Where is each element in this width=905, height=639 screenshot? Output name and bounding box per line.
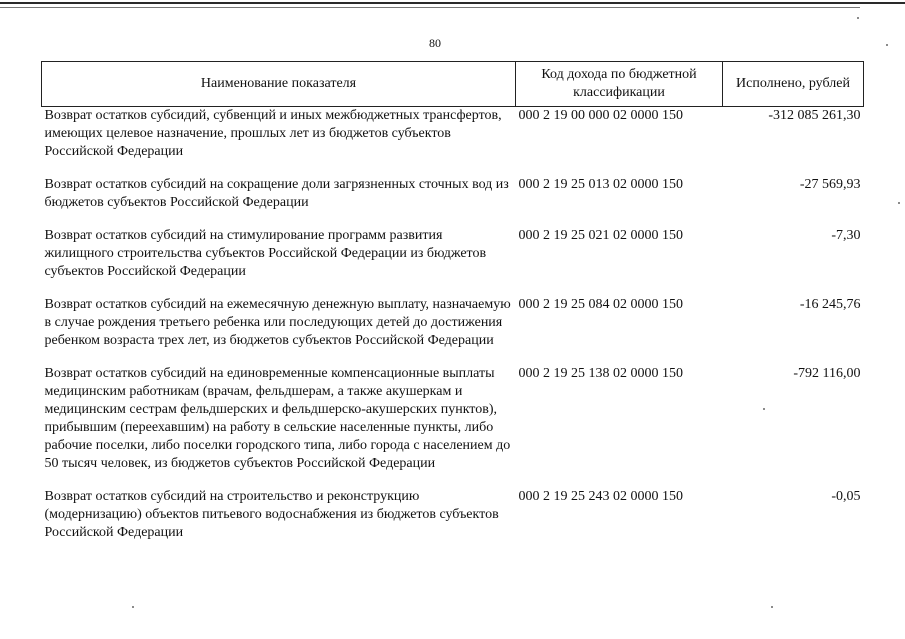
row-indicator-name: Возврат остатков субсидий на строительство и реконструкцию (модернизацию) объектов питьевого водоснабжения из бюджетов субъектов Российской Федерации	[44, 489, 499, 540]
row-executed-amount: -792 116,00	[793, 366, 861, 381]
table-row	[42, 488, 864, 557]
row-executed-amount: -27 569,93	[799, 177, 861, 192]
top-border-line	[0, 2, 905, 4]
row-income-code: 000 2 19 25 138 02 0000 150	[518, 366, 683, 381]
row-executed-amount: -7,30	[831, 228, 861, 243]
table-row	[42, 365, 864, 488]
row-income-code: 000 2 19 25 021 02 0000 150	[518, 228, 683, 243]
row-executed-amount: -0,05	[831, 489, 861, 504]
page-number: 80	[429, 36, 441, 50]
budget-report-table	[41, 61, 864, 557]
row-income-code: 000 2 19 25 243 02 0000 150	[518, 489, 683, 504]
header-indicator-name: Наименование показателя	[42, 62, 516, 107]
table-row	[42, 227, 864, 296]
scan-speck	[886, 44, 888, 46]
row-indicator-name: Возврат остатков субсидий на сокращение доли загрязненных сточных вод из бюджетов субъектов Российской Федерации	[44, 177, 509, 210]
row-income-code: 000 2 19 25 013 02 0000 150	[518, 177, 683, 192]
row-income-code: 000 2 19 00 000 02 0000 150	[518, 108, 683, 123]
header-executed-amount: Исполнено, рублей	[723, 62, 864, 107]
scan-speck	[857, 17, 859, 19]
row-income-code: 000 2 19 25 084 02 0000 150	[518, 297, 683, 312]
scan-speck	[898, 202, 900, 204]
row-executed-amount: -312 085 261,30	[768, 108, 861, 123]
scan-speck	[771, 606, 773, 608]
table-header-row	[42, 62, 864, 107]
row-executed-amount: -16 245,76	[799, 297, 861, 312]
table-row	[42, 296, 864, 365]
top-border-line-secondary	[0, 7, 860, 8]
table-row	[42, 107, 864, 177]
row-indicator-name: Возврат остатков субсидий на стимулирование программ развития жилищного строительства субъектов Российской Федерации из бюджетов субъектов Российской Федерации	[44, 228, 487, 279]
row-indicator-name: Возврат остатков субсидий, субвенций и иных межбюджетных трансфертов, имеющих целевое назначение, прошлых лет из бюджетов субъектов Российской Федерации	[44, 108, 502, 159]
row-indicator-name: Возврат остатков субсидий на ежемесячную денежную выплату, назначаемую в случае рождения третьего ребенка или последующих детей до достижения ребенком возраста трех лет, из бюджетов субъектов Российской Федерации	[44, 297, 511, 348]
table-row	[42, 176, 864, 227]
row-indicator-name: Возврат остатков субсидий на единовременные компенсационные выплаты медицинским работникам (врачам, фельдшерам, а также акушеркам и медицинским сестрам фельдшерских и фельдшерско-акушерских пунктов), прибывшим (переехавшим) на работу в сельские населенные пункты, либо рабочие поселки, либо поселки городского типа, либо города с населением до 50 тысяч человек, из бюджетов субъектов Российской Федерации	[44, 366, 511, 471]
header-income-code: Код дохода по бюджетной классификации	[516, 62, 723, 107]
scan-speck	[132, 606, 134, 608]
